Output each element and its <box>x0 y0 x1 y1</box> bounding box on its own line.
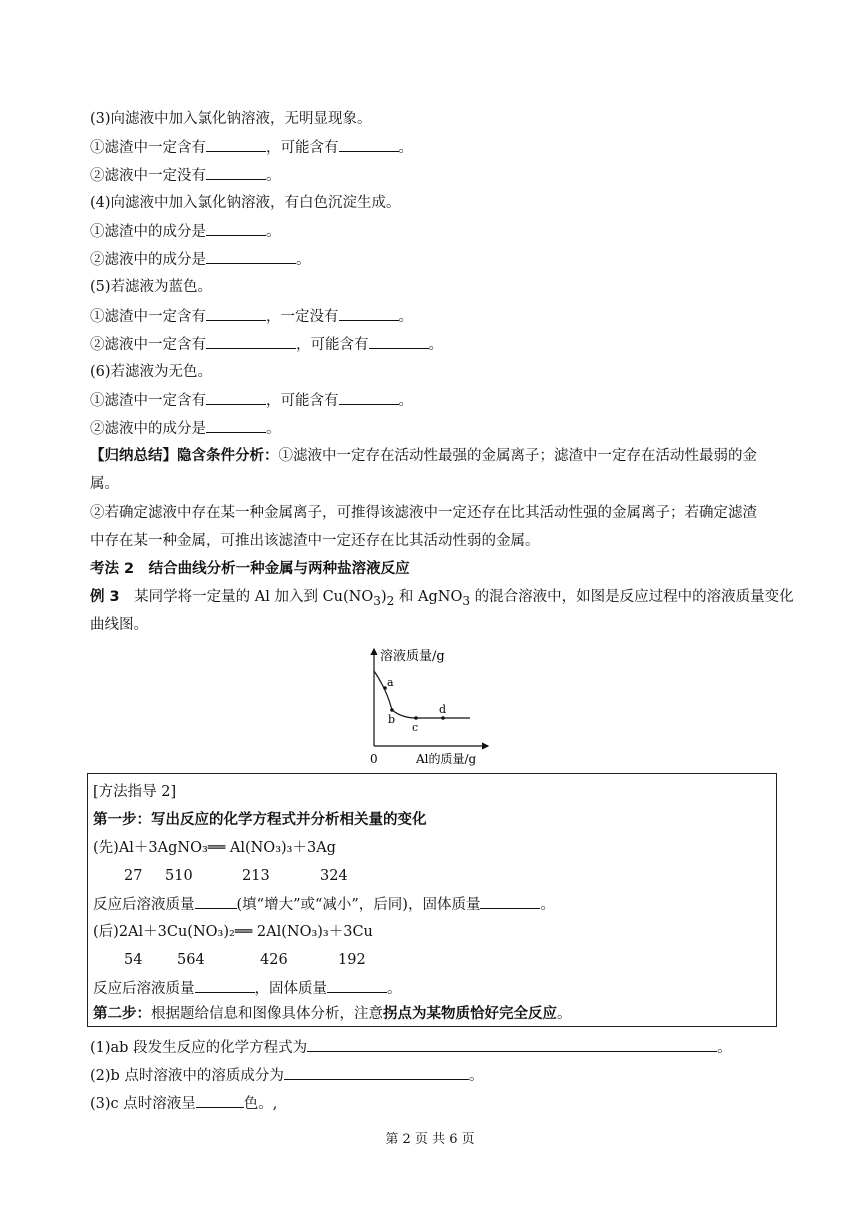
line-q5-1: ①滤渣中一定含有 ，一定没有 。 <box>90 306 413 327</box>
answer-blank[interactable] <box>195 978 255 993</box>
line-q3-1: ①滤渣中一定含有 ，可能含有 。 <box>90 137 413 158</box>
label-c: c <box>412 721 419 734</box>
answer-blank[interactable] <box>206 390 266 405</box>
line-q4-2: ②滤液中的成分是 。 <box>90 249 311 270</box>
summary-line-2: 属。 <box>90 476 119 492</box>
answer-blank[interactable] <box>206 306 266 321</box>
answer-blank[interactable] <box>206 221 266 236</box>
question-5-text: (5)若滤液为蓝色。 <box>90 279 213 295</box>
line-q3-2: ②滤液中一定没有 。 <box>90 165 281 186</box>
question-4-text: (4)向滤液中加入氯化钠溶液，有白色沉淀生成。 <box>90 195 401 211</box>
question-6-text: (6)若滤液为无色。 <box>90 364 213 380</box>
answer-blank[interactable] <box>206 165 266 180</box>
answer-blank[interactable] <box>327 978 387 993</box>
example-3-line-2: 曲线图。 <box>90 617 148 633</box>
summary-line-3: ②若确定滤液中存在某一种金属离子，可推得该滤液中一定还存在比其活动性强的金属离子；若确定滤渣 <box>90 505 757 521</box>
page-footer: 第 2 页 共 6 页 <box>385 1132 475 1147</box>
answer-blank[interactable] <box>339 390 399 405</box>
label-d: d <box>439 703 447 716</box>
answer-blank[interactable] <box>206 249 296 264</box>
line-q6-2: ②滤液中的成分是 。 <box>90 418 281 439</box>
answer-blank[interactable] <box>206 418 266 433</box>
line-q4-1: ①滤渣中的成分是 。 <box>90 221 281 242</box>
example-3-line-1: 例 3 某同学将一定量的 Al 加入到 $Cu(NO_3)_2$ 和 AgNO$_3$ 的混合溶液中，如图是反应过程中的溶液质量变化 <box>90 589 794 608</box>
answer-blank[interactable] <box>339 306 399 321</box>
box-title: [方法指导 2] <box>93 784 177 800</box>
reaction-1-result: 反应后溶液质量 (填“增大”或“减小”，后同)，固体质量 。 <box>93 894 555 915</box>
summary-line-1: 【归纳总结】隐含条件分析：①滤液中一定存在活动性最强的金属离子；滤渣中一定存在活动性最弱的金 <box>90 448 757 464</box>
answer-blank[interactable] <box>195 894 237 909</box>
point-c <box>414 716 418 720</box>
x-axis-label: Al的质量/g <box>416 752 477 766</box>
equation-2: (后)2Al＋3Cu(NO₃)₂══ 2Al(NO₃)₃＋3Cu <box>93 924 373 940</box>
method-guide-box: [方法指导 2] 第一步：写出反应的化学方程式并分析相关量的变化 (先)Al＋3AgNO₃══ Al(NO₃)₃＋3Ag 27 510 213 324 反应后溶液质量 (填“增大”或“减小”，后同)，固体质量 。 (后)2Al＋3Cu(NO₃)₂══ 2Al(NO₃)₃＋3Cu 54 564 426 192 反应后溶液质量 ，固体质量 。 第二步：根据题给信息和图像具体分析，注意拐点为某物质恰好完全反应。 <box>87 773 777 1027</box>
answer-blank[interactable] <box>206 334 296 349</box>
question-1-line: (1)ab 段发生反应的化学方程式为 。 <box>90 1037 732 1058</box>
summary-heading: 【归纳总结】隐含条件分析： <box>90 448 279 464</box>
point-d <box>441 716 445 720</box>
answer-blank[interactable] <box>196 1093 244 1108</box>
question-3-line: (3)c 点时溶液呈 色。, <box>90 1093 277 1114</box>
solution-mass-curve-figure <box>360 643 500 768</box>
answer-blank[interactable] <box>369 334 429 349</box>
label-b: b <box>388 713 396 726</box>
y-axis-label: 溶液质量/g <box>380 649 445 664</box>
step-2-line: 第二步：根据题给信息和图像具体分析，注意拐点为某物质恰好完全反应。 <box>93 1006 572 1022</box>
method-2-heading: 考法 2 结合曲线分析一种金属与两种盐溶液反应 <box>90 561 410 577</box>
answer-blank[interactable] <box>206 137 266 152</box>
reaction-2-result: 反应后溶液质量 ，固体质量 。 <box>93 978 402 999</box>
summary-line-4: 中存在某一种金属，可推出该滤渣中一定还存在比其活动性弱的金属。 <box>90 533 540 549</box>
answer-blank[interactable] <box>480 894 540 909</box>
answer-blank[interactable] <box>339 137 399 152</box>
question-3-text: (3)向滤液中加入氯化钠溶液，无明显现象。 <box>90 111 372 127</box>
answer-blank[interactable] <box>284 1065 469 1080</box>
label-a: a <box>387 676 394 689</box>
line-q5-2: ②滤液中一定含有 ，可能含有 。 <box>90 334 443 355</box>
line-q6-1: ①滤渣中一定含有 ，可能含有 。 <box>90 390 413 411</box>
origin-label: 0 <box>370 752 378 766</box>
step-1-heading: 第一步：写出反应的化学方程式并分析相关量的变化 <box>93 812 427 828</box>
equation-1: (先)Al＋3AgNO₃══ Al(NO₃)₃＋3Ag <box>93 840 336 856</box>
point-b <box>390 708 394 712</box>
answer-blank[interactable] <box>307 1037 717 1052</box>
question-2-line: (2)b 点时溶液中的溶质成分为 。 <box>90 1065 483 1086</box>
